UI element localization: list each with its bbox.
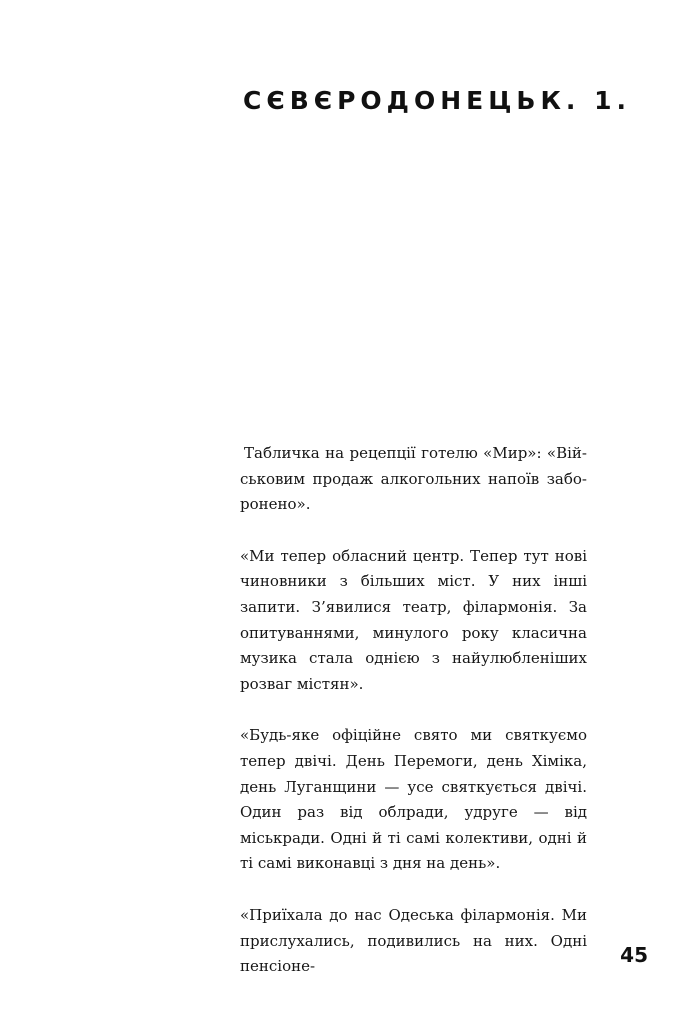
paragraph-holidays-twice: «Будь-яке офіційне свято ми святкуємо тепер двічі. День Перемоги, день Хіміка, день Луганщини — усе святкується двічі. Один раз від облради, удруге — від міськради. Одні й ті самі колективи, одні й ті самі виконавці з дня на день». [240, 726, 587, 873]
paragraph-regional-center: «Ми тепер обласний центр. Тепер тут нові чиновники з більших міст. У них інші запити. З’явилися театр, філармонія. За опитуваннями, минулого року класична музика стала однією з найулюбленіших розваг містян». [240, 546, 587, 693]
body-text [240, 441, 587, 1006]
page-number: 45 [620, 943, 648, 967]
paragraph-odesa-philharmonic: «Приїхала до нас Одеська філармонія. Ми прислухались, подивились на них. Одні пенсіоне- [240, 905, 587, 976]
chapter-title: СЄВЄРОДОНЕЦЬК. 1. [243, 86, 631, 115]
paragraph-hotel-sign: Табличка на рецепції готелю «Мир»: «Військовим продаж алкогольних напоїв заборонено». [240, 444, 587, 514]
